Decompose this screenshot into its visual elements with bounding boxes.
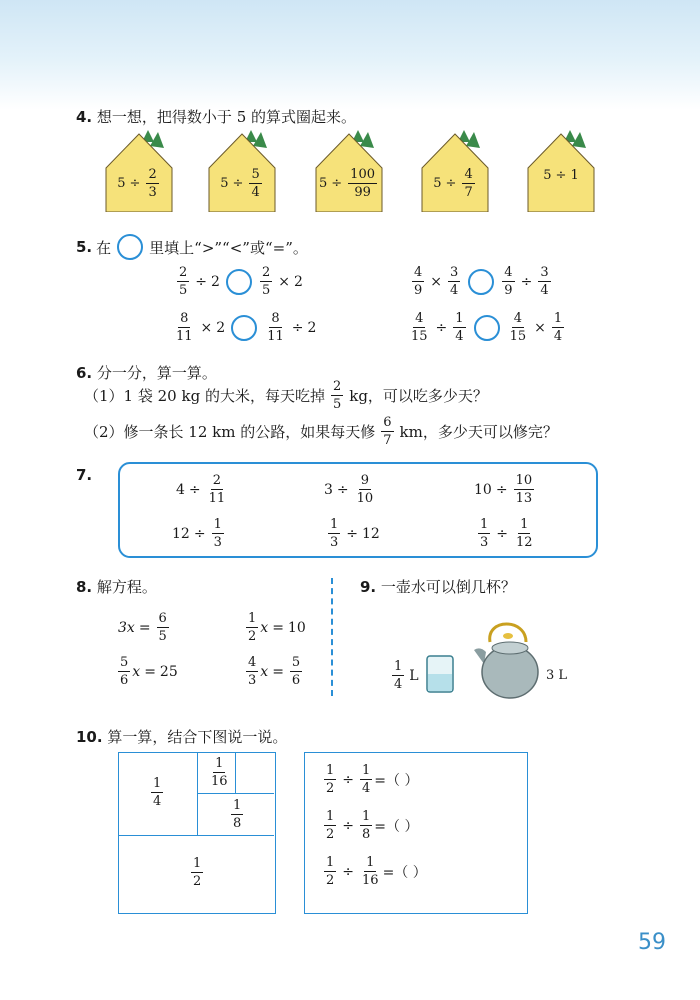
q7-item-3: 10 ÷ $\frac{10}{13}$ xyxy=(474,473,533,506)
q4-number: 4. xyxy=(76,108,93,126)
top-banner xyxy=(0,0,700,110)
diagram-eighth: $\frac{1}{8}$ xyxy=(233,798,242,831)
cup-icon xyxy=(424,652,456,694)
house-2[interactable] xyxy=(205,128,279,212)
q5-row3: $\frac{8}{11}$ × 2 $\frac{8}{11}$ ÷ 2 xyxy=(176,311,317,344)
q7-heading xyxy=(76,466,92,484)
house-1[interactable] xyxy=(102,128,176,212)
q8-eq4: $\frac{4}{3}$ x = $\frac{5}{6}$ xyxy=(248,655,301,688)
q10-heading xyxy=(76,726,287,747)
q9-number: 9. xyxy=(360,578,377,596)
house-3-expr: 5 ÷ $\frac{100}{99}$ xyxy=(318,167,375,200)
diagram-sixteenth: $\frac{1}{16}$ xyxy=(211,756,228,789)
q6-number: 6. xyxy=(76,364,93,382)
q7-item-1: 4 ÷ $\frac{2}{11}$ xyxy=(176,473,226,506)
diagram-half: $\frac{1}{2}$ xyxy=(193,856,202,889)
q7-item-6: $\frac{1}{3}$ ÷ $\frac{1}{12}$ xyxy=(480,517,533,550)
house-5-expr: 5 ÷ 1 xyxy=(543,168,579,183)
q5-row1-left: $\frac{2}{5}$ ÷ 2 $\frac{2}{5}$ × 2 xyxy=(179,265,303,298)
q8-heading xyxy=(76,576,157,597)
diagram-line-h xyxy=(119,835,274,836)
q8-eq1: 3x = $\frac{6}{5}$ xyxy=(118,611,167,644)
q10-expr-3: $\frac{1}{2}$ ÷ $\frac{1}{16}$ =（ ） xyxy=(326,855,427,888)
q10-expr-1: $\frac{1}{2}$ ÷ $\frac{1}{4}$ =（ ） xyxy=(326,763,419,796)
q7-item-2: 3 ÷ $\frac{9}{10}$ xyxy=(324,473,374,506)
page-number: 59 xyxy=(638,930,666,955)
house-5[interactable] xyxy=(524,128,598,212)
q5-row2: $\frac{4}{9}$ × $\frac{3}{4}$ $\frac{4}{9}$ ÷ $\frac{3}{4}$ xyxy=(414,265,549,298)
q6-part2: （2）修一条长 12 km 的公路，如果每天修 $\frac{6}{7}$ km，多少天可以修完？ xyxy=(84,415,558,448)
q5-text-after: 里填上“>”“<”或“=”。 xyxy=(149,238,308,257)
fraction-diagram xyxy=(118,752,276,914)
house-1-expr: 5 ÷ $\frac{2}{3}$ xyxy=(117,167,157,200)
q8-number: 8. xyxy=(76,578,93,596)
compare-circle-2[interactable] xyxy=(468,269,494,295)
diagram-quarter: $\frac{1}{4}$ xyxy=(153,776,162,809)
q8-text: 解方程。 xyxy=(96,578,157,596)
q7-item-4: 12 ÷ $\frac{1}{3}$ xyxy=(172,517,222,550)
q4-heading xyxy=(76,106,356,127)
kettle-icon xyxy=(470,612,546,700)
q6-part1: （1）1 袋 20 kg 的大米，每天吃掉 $\frac{2}{5}$ kg，可以吃多少天？ xyxy=(84,379,488,412)
cup-label: $\frac{1}{4}$ L xyxy=(394,659,419,692)
compare-circle-4[interactable] xyxy=(474,315,500,341)
q9-text: 一壶水可以倒几杯？ xyxy=(380,578,516,596)
q7-item-5: $\frac{1}{3}$ ÷ 12 xyxy=(330,517,380,550)
q6-text: 分一分，算一算。 xyxy=(96,364,217,382)
q5-row4: $\frac{4}{15}$ ÷ $\frac{1}{4}$ $\frac{4}{15}$ × $\frac{1}{4}$ xyxy=(411,311,563,344)
diagram-line-h2 xyxy=(197,793,274,794)
house-4-expr: 5 ÷ $\frac{4}{7}$ xyxy=(433,167,473,200)
house-4[interactable] xyxy=(418,128,492,212)
q5-heading xyxy=(76,234,308,260)
house-3[interactable] xyxy=(312,128,386,212)
q9-heading xyxy=(360,576,516,597)
q10-text: 算一算，结合下图说一说。 xyxy=(107,728,288,746)
kettle-label: 3 L xyxy=(546,668,568,683)
divider xyxy=(331,578,333,696)
q7-number: 7. xyxy=(76,466,93,484)
house-2-expr: 5 ÷ $\frac{5}{4}$ xyxy=(220,167,260,200)
q10-number: 10. xyxy=(76,728,103,746)
q8-eq2: $\frac{1}{2}$ x = 10 xyxy=(248,611,306,644)
q8-eq3: $\frac{5}{6}$ x = 25 xyxy=(120,655,178,688)
q5-text-before: 在 xyxy=(96,238,112,257)
q10-expr-2: $\frac{1}{2}$ ÷ $\frac{1}{8}$ =（ ） xyxy=(326,809,419,842)
compare-circle-1[interactable] xyxy=(226,269,252,295)
blank-circle-icon xyxy=(117,234,143,260)
compare-circle-3[interactable] xyxy=(231,315,257,341)
diagram-line-v2 xyxy=(235,753,236,793)
diagram-line-v xyxy=(197,753,198,835)
q4-text: 想一想，把得数小于 5 的算式圈起来。 xyxy=(96,108,357,126)
q5-number: 5. xyxy=(76,238,93,256)
